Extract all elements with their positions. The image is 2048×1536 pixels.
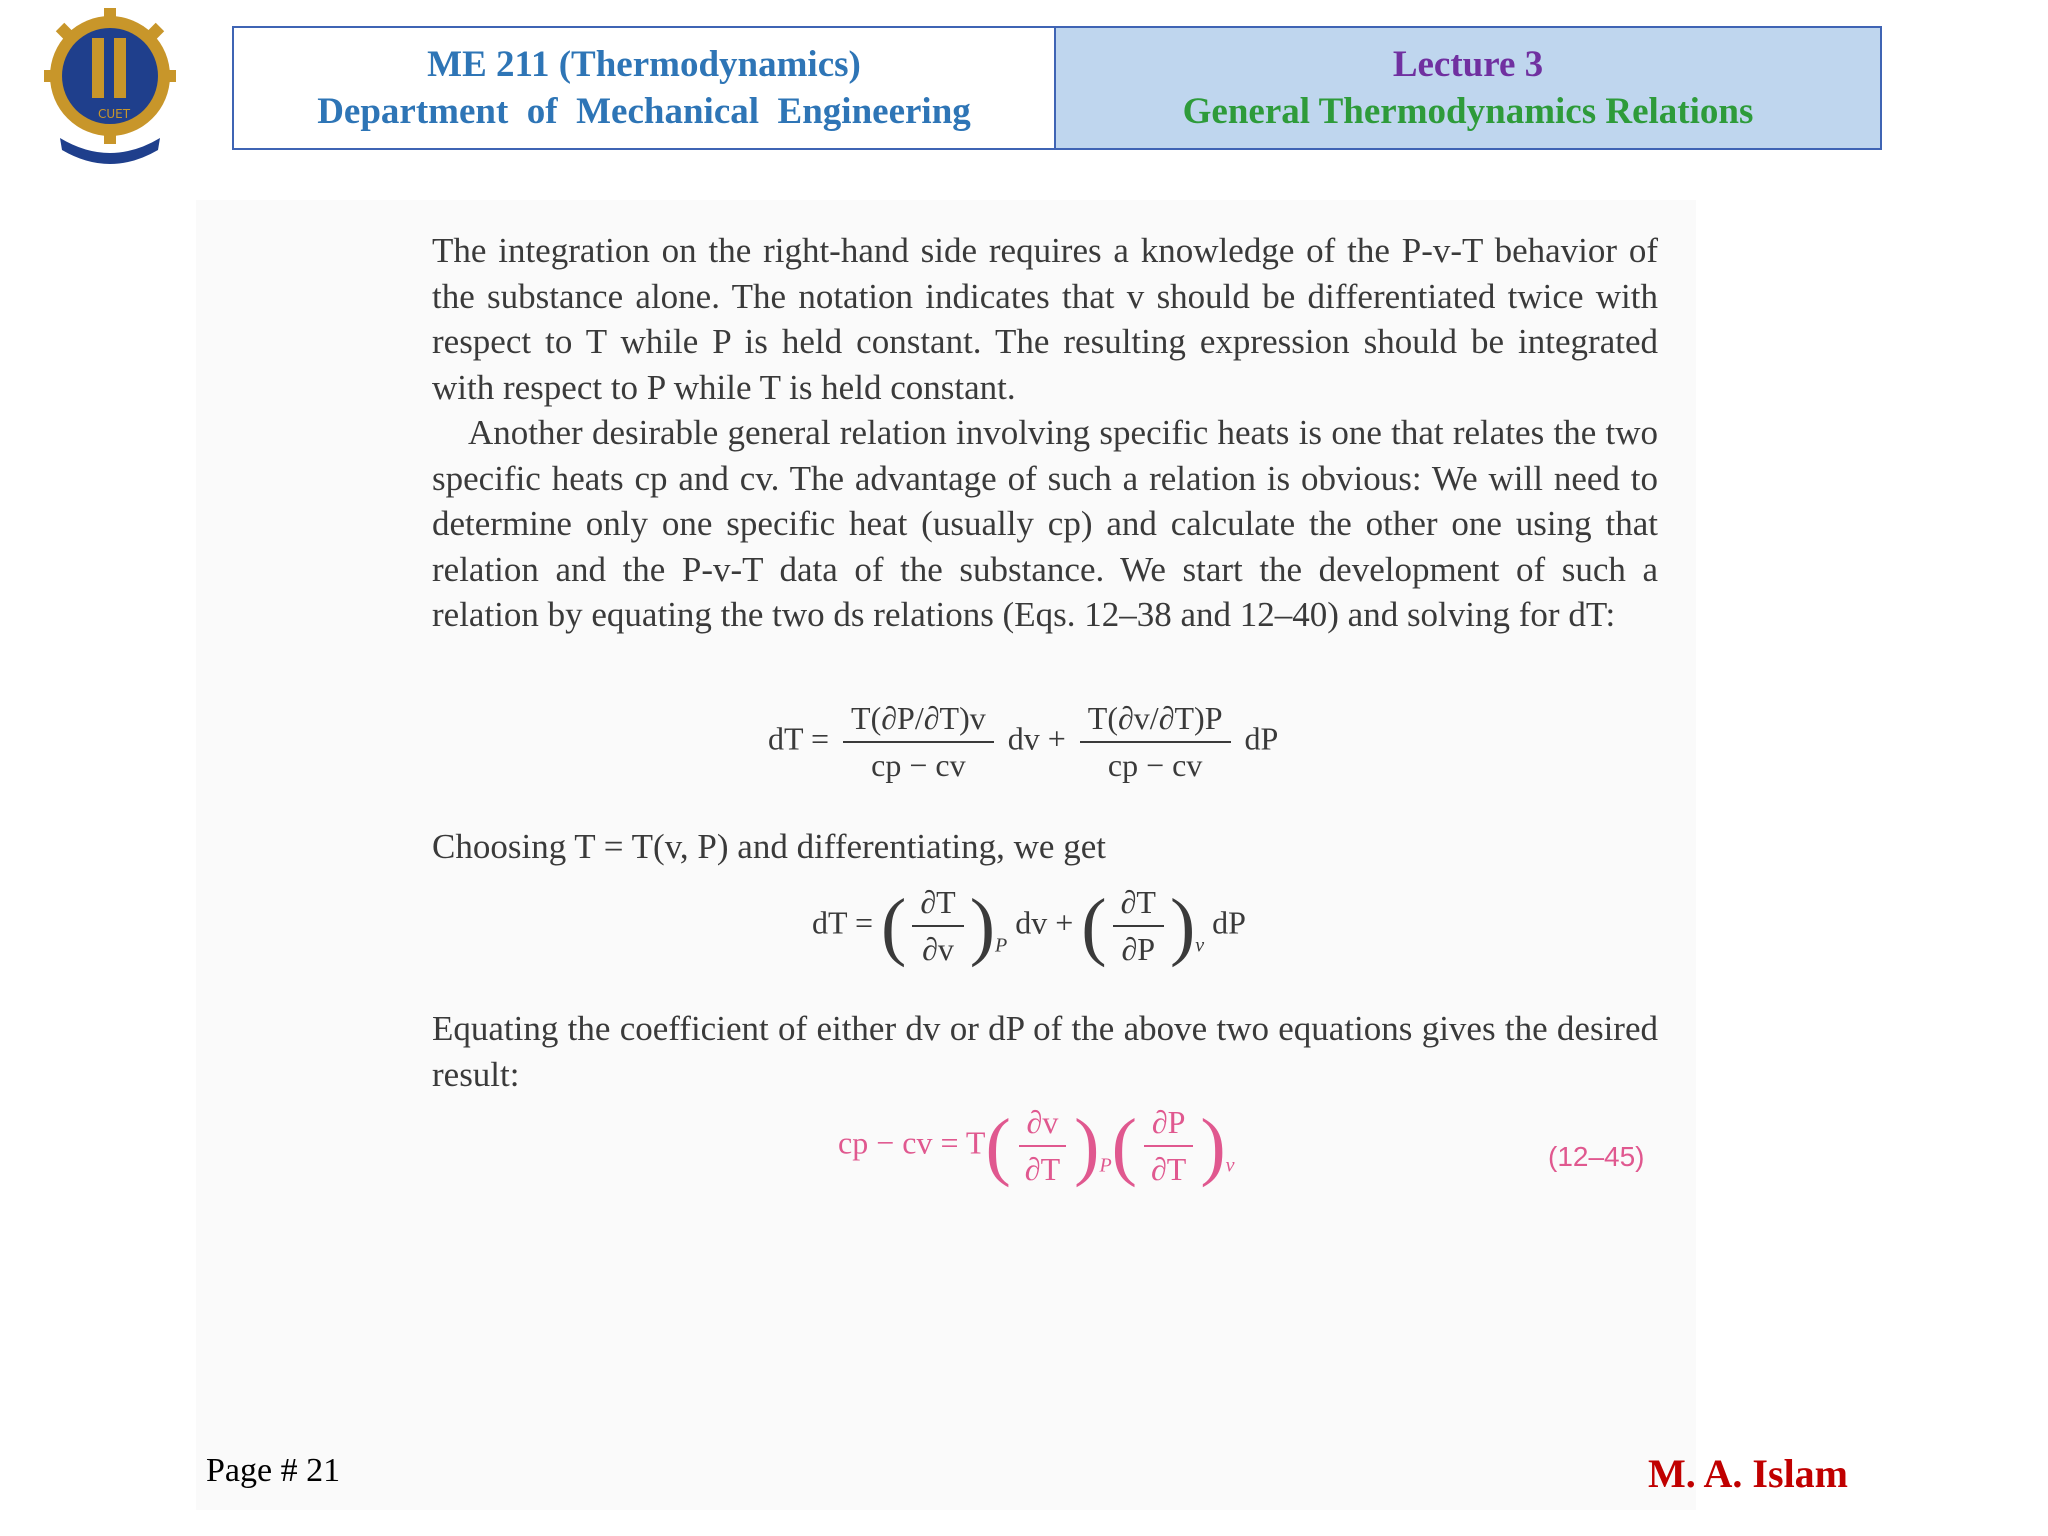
body-text-top	[432, 228, 1658, 638]
eq1-num2: T(∂v/∂T)P	[1080, 700, 1231, 743]
paragraph-2: Another desirable general relation involving specific heats is one that relates the two specific heats cp and cv. The advantage of such a relation is obvious: We will need to determine only one specific heat (usually cp) and calculate the other one using that relation and the P-v-T data of the substance. We start the development of such a relation by equating the two ds relations (Eqs. 12–38 and 12–40) and solving for dT:	[432, 413, 1658, 634]
eq2-end: dP	[1212, 904, 1246, 941]
eq3-sub2: v	[1225, 1154, 1235, 1177]
eq2-den2: ∂P	[1121, 931, 1156, 967]
eq3-den1: ∂T	[1024, 1151, 1061, 1187]
paragraph-3: Choosing T = T(v, P) and differentiating, we get	[432, 827, 1106, 866]
eq1-num1: T(∂P/∂T)v	[843, 700, 994, 743]
eq2-mid: dv +	[1015, 904, 1074, 941]
page-number: Page # 21	[206, 1452, 341, 1489]
eq2-lhs: dT =	[812, 904, 874, 941]
eq2-sub1: P	[995, 934, 1008, 957]
course-title: ME 211 (Thermodynamics)	[427, 44, 861, 85]
equation-number: (12–45)	[1548, 1141, 1645, 1172]
eq2-num2: ∂T	[1113, 884, 1164, 927]
paragraph-1: The integration on the right-hand side requires a knowledge of the P-v-T behavior of the substance alone. The notation indicates that v should be differentiated twice with respect to T while P is held constant. The resulting expression should be integrated with respect to P while T is held constant.	[432, 231, 1658, 407]
eq3-num2: ∂P	[1144, 1104, 1194, 1147]
equation-dT-partial: dT = ( $\frac{\partial T}{\partial v}$ )$_P$ dv + ( $\frac{\partial T}{\partial P}$ )$_v$ dP	[812, 884, 1246, 968]
eq3-num1: ∂v	[1019, 1104, 1067, 1147]
eq1-den2: cp − cv	[1107, 747, 1203, 783]
eq3-fraction-1	[1017, 1104, 1068, 1188]
eq3-fraction-2	[1143, 1104, 1194, 1188]
eq1-fraction-1	[843, 700, 994, 784]
eq1-den1: cp − cv	[871, 747, 966, 783]
equation-cp-cv-result: cp − cv = T( $\frac{\partial v}{\partial T}$ )$_P$( $\frac{\partial P}{\partial T}$ )$_v$	[838, 1104, 1235, 1188]
paragraph-4: Equating the coefficient of either dv or dP of the above two equations gives the desired result:	[432, 1009, 1658, 1094]
body-text-mid	[432, 824, 1658, 870]
eq2-den1: ∂v	[922, 931, 954, 967]
eq2-sub2: v	[1195, 934, 1205, 957]
course-info	[234, 28, 1056, 148]
eq1-lhs: dT =	[768, 720, 830, 757]
university-logo	[40, 8, 180, 168]
eq1-end: dP	[1244, 720, 1279, 757]
eq1-fraction-2	[1080, 700, 1231, 784]
slide-header	[232, 26, 1882, 150]
body-text-bottom	[432, 1006, 1658, 1097]
lecture-info	[1056, 28, 1880, 148]
equation-dT-ds	[768, 700, 1278, 784]
lecture-topic: General Thermodynamics Relations	[1182, 91, 1754, 132]
eq2-fraction-2	[1113, 884, 1164, 968]
author-name: M. A. Islam	[1648, 1451, 1848, 1496]
eq3-lhs: cp − cv = T	[838, 1124, 986, 1161]
eq3-sub1: P	[1099, 1154, 1112, 1177]
lecture-number: Lecture 3	[1392, 44, 1544, 85]
logo-text: CUET	[98, 107, 131, 121]
eq3-den2: ∂T	[1150, 1151, 1187, 1187]
department-name: Department of Mechanical Engineering	[317, 91, 971, 132]
eq1-mid: dv +	[1007, 720, 1066, 757]
eq2-fraction-1	[912, 884, 963, 968]
eq2-num1: ∂T	[912, 884, 963, 927]
